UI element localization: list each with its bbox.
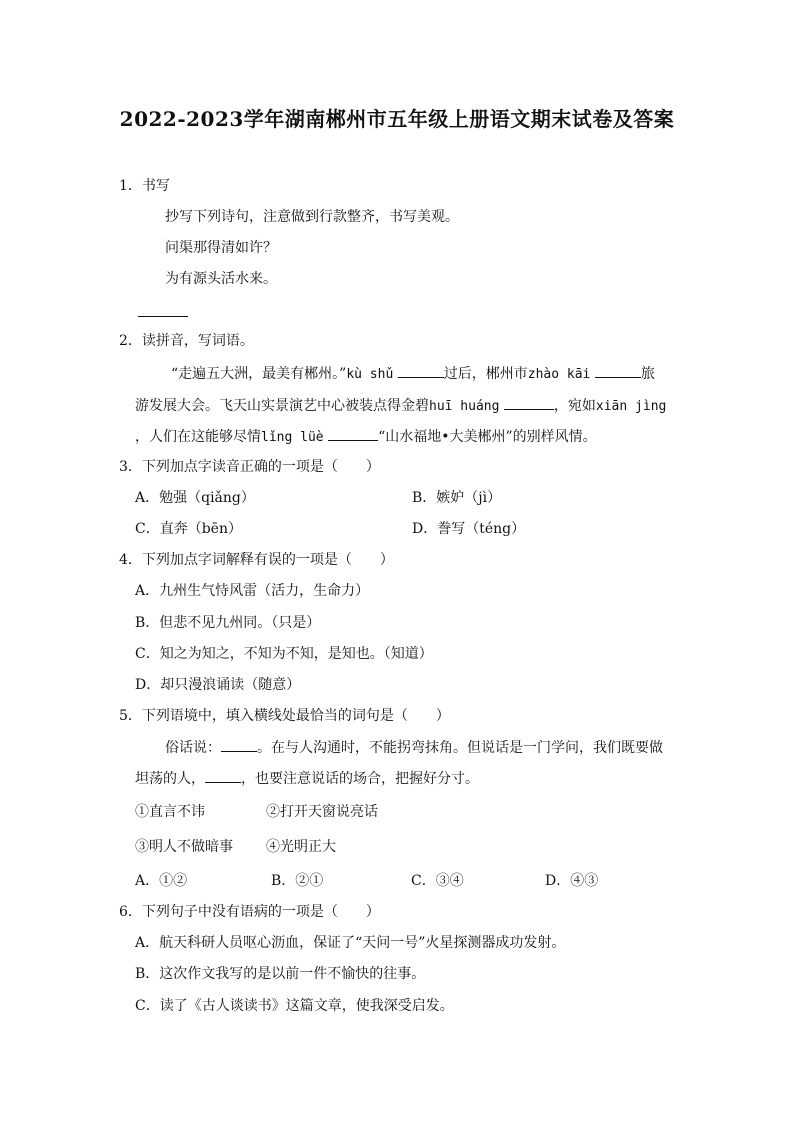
question-6-heading: 6．下列句子中没有语病的一项是（ ） [119, 904, 380, 920]
document-title: 2022-2023学年湖南郴州市五年级上册语文期末试卷及答案 [119, 107, 675, 131]
q4-option-d: D．却只漫浪诵读（随意） [135, 677, 301, 693]
blank-q5-2 [205, 768, 241, 783]
q3-option-d: D．誊写（téng） [412, 521, 526, 537]
question-5-line-2 [135, 768, 479, 789]
question-5-line-1 [165, 737, 663, 758]
pinyin-4: xiān jìng [595, 399, 667, 414]
poem-line-1: 问渠那得清如许？ [165, 240, 277, 256]
q5-choice-3: ③明人不做暗事 [135, 839, 233, 855]
answer-blank [138, 316, 188, 317]
blank-q5-1 [221, 737, 257, 752]
q5-text: ，也要注意说话的场合，把握好分寸。 [241, 771, 479, 787]
q5-option-b: B．②① [271, 873, 324, 889]
question-3-heading: 3．下列加点字读音正确的一项是（ ） [119, 459, 380, 475]
q3-option-c: C．直奔（bēn） [135, 521, 242, 537]
question-5-heading: 5．下列语境中，填入横线处最恰当的词句是（ ） [119, 708, 450, 724]
poem-line-2: 为有源头活水来。 [165, 271, 277, 287]
pinyin-1: kù shǔ [346, 367, 394, 382]
pinyin-2: zhào kāi [527, 367, 591, 382]
q2-text: ，宛如 [553, 398, 596, 414]
q3-option-b: B．嫉妒（jì） [412, 490, 502, 506]
q5-choice-1: ①直言不讳 [135, 804, 205, 820]
question-1-heading: 1．书写 [119, 178, 170, 194]
q4-option-b: B．但悲不见九州同。（只是） [135, 615, 321, 631]
q2-text: “山水福地•大美郴州”的别样风情。 [378, 429, 597, 445]
q5-text: 俗话说： [165, 740, 221, 756]
q2-text: “走遍五大洲，最美有郴州。” [171, 366, 347, 382]
q2-text: 游发展大会。飞天山实景演艺中心被装点得金碧 [135, 398, 429, 414]
q4-option-a: A．九州生气恃风雷（活力，生命力） [135, 583, 370, 599]
question-2-line-3 [135, 426, 597, 448]
question-2-heading: 2．读拼音，写词语。 [119, 333, 254, 349]
blank-2 [595, 363, 641, 378]
q5-text: 。在与人沟通时，不能拐弯抹角。但说话是一门学问，我们既要做 [257, 740, 663, 756]
q2-text: ，人们在这能够尽情 [135, 429, 261, 445]
q6-option-a: A．航天科研人员呕心沥血，保证了“天问一号”火星探测器成功发射。 [135, 935, 566, 951]
q2-text: 过后，郴州市 [443, 366, 528, 382]
q6-option-b: B．这次作文我写的是以前一件不愉快的往事。 [135, 966, 426, 982]
q5-text: 坦荡的人， [135, 771, 205, 787]
blank-1 [398, 363, 444, 378]
blank-3 [504, 395, 554, 410]
question-2-line-2 [135, 395, 666, 417]
q6-option-c: C．读了《古人谈读书》这篇文章，使我深受启发。 [135, 998, 454, 1014]
question-1-instruction: 抄写下列诗句，注意做到行款整齐，书写美观。 [165, 209, 459, 225]
pinyin-5: lǐng lüè [261, 430, 324, 445]
pinyin-3: huī huáng [429, 399, 500, 414]
q5-option-d: D．④③ [545, 873, 599, 889]
q2-text: 旅 [640, 366, 655, 382]
q5-option-c: C．③④ [411, 873, 464, 889]
q5-option-a: A．①② [135, 873, 188, 889]
question-4-heading: 4．下列加点字词解释有误的一项是（ ） [119, 552, 394, 568]
q4-option-c: C．知之为知之，不知为不知，是知也。（知道） [135, 646, 433, 662]
q5-choice-2: ②打开天窗说亮话 [266, 804, 378, 820]
q5-choice-4: ④光明正大 [266, 839, 336, 855]
q3-option-a: A．勉强（qiǎng） [135, 490, 255, 506]
blank-5 [328, 426, 378, 441]
question-2-line-1 [171, 363, 655, 385]
